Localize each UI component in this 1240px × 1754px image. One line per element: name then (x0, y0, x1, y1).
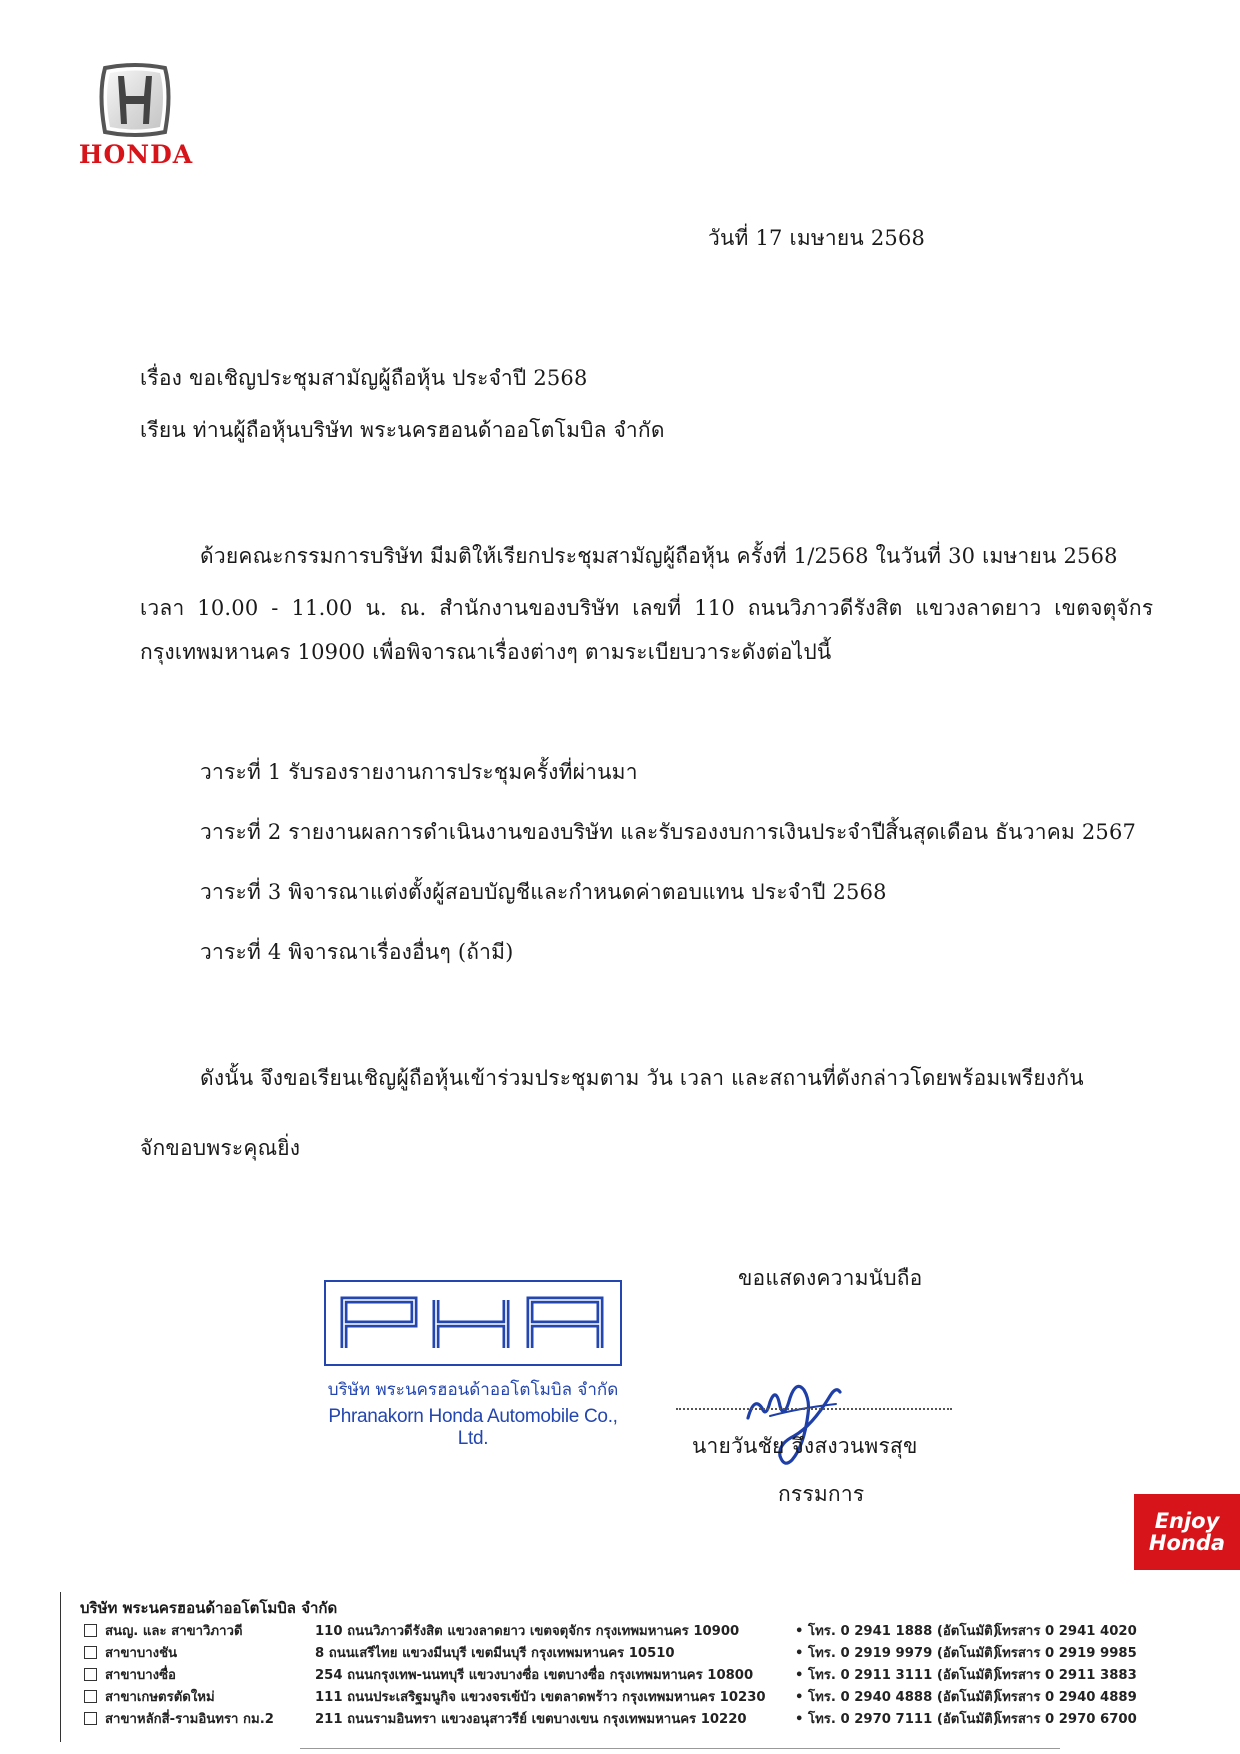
branch-row (84, 1708, 1137, 1729)
branch-phone: • โทร. 0 2940 4888 (อัตโนมัติ) (795, 1690, 999, 1705)
branch-name: สนญ. และ สาขาวิภาวดี (105, 1624, 243, 1639)
closing-thanks: จักขอบพระคุณยิ่ง (140, 1136, 301, 1160)
branch-name: สาขาบางชัน (105, 1646, 178, 1661)
agenda-item: วาระที่ 3 พิจารณาแต่งตั้งผู้สอบบัญชีและกำหนดค่าตอบแทน ประจำปี 2568 (200, 880, 887, 904)
branch-name: สาขาบางซื่อ (105, 1668, 176, 1683)
company-stamp-name-th: บริษัท พระนครฮอนด้าออโตโมบิล จำกัด (327, 1380, 619, 1400)
closing-paragraph: ดังนั้น จึงขอเรียนเชิญผู้ถือหุ้นเข้าร่วมประชุมตาม วัน เวลา และสถานที่ดังกล่าวโดยพร้อมเพรียงกัน (200, 1066, 1084, 1090)
branch-phone: • โทร. 0 2941 1888 (อัตโนมัติ) (795, 1624, 999, 1639)
agenda-item: วาระที่ 4 พิจารณาเรื่องอื่นๆ (ถ้ามี) (200, 940, 514, 964)
honda-wordmark: HONDA (78, 140, 194, 169)
branch-fax: โทรสาร 0 2940 4889 (995, 1690, 1137, 1705)
signer-title: กรรมการ (778, 1482, 865, 1506)
body-line: เวลา 10.00 - 11.00 น. ณ. สำนักงานของบริษัท เลขที่ 110 ถนนวิภาวดีรังสิต แขวงลาดยาว เขตจตุจักร (140, 596, 1154, 620)
checkbox-icon (84, 1624, 97, 1637)
body-line: ด้วยคณะกรรมการบริษัท มีมติให้เรียกประชุมสามัญผู้ถือหุ้น ครั้งที่ 1/2568 ในวันที่ 30 เมษายน 2568 (200, 544, 1118, 568)
branch-phone: • โทร. 0 2919 9979 (อัตโนมัติ) (795, 1646, 999, 1661)
branch-address: 110 ถนนวิภาวดีรังสิต แขวงลาดยาว เขตจตุจักร กรุงเทพมหานคร 10900 (315, 1624, 740, 1639)
body-line: กรุงเทพมหานคร 10900 เพื่อพิจารณาเรื่องต่างๆ ตามระเบียบวาระดังต่อไปนี้ (140, 640, 832, 664)
branch-address: 8 ถนนเสรีไทย แขวงมีนบุรี เขตมีนบุรี กรุงเทพมหานคร 10510 (315, 1646, 675, 1661)
agenda-item: วาระที่ 2 รายงานผลการดำเนินงานของบริษัท และรับรองงบการเงินประจำปีสิ้นสุดเดือน ธันวาคม 2567 (200, 820, 1137, 844)
branch-fax: โทรสาร 0 2941 4020 (995, 1624, 1137, 1639)
branch-fax: โทรสาร 0 2911 3883 (995, 1668, 1137, 1683)
branch-fax: โทรสาร 0 2919 9985 (995, 1646, 1137, 1661)
company-stamp-name-en: Phranakorn Honda Automobile Co., Ltd. (328, 1406, 618, 1449)
checkbox-icon (84, 1646, 97, 1659)
branch-row (84, 1686, 1137, 1707)
branch-row (84, 1620, 1137, 1641)
branch-phone: • โทร. 0 2970 7111 (อัตโนมัติ) (795, 1712, 999, 1727)
branch-name: สาขาหลักสี่-รามอินทรา กม.2 (105, 1712, 274, 1727)
branch-address: 211 ถนนรามอินทรา แขวงอนุสาวรีย์ เขตบางเขน กรุงเทพมหานคร 10220 (315, 1712, 747, 1727)
branch-phone: • โทร. 0 2911 3111 (อัตโนมัติ) (795, 1668, 999, 1683)
signer-name: นายวันชัย จึงสงวนพรสุข (692, 1434, 918, 1458)
branch-name: สาขาเกษตรตัดใหม่ (105, 1690, 215, 1705)
footer-bottom-rule (300, 1748, 1060, 1749)
enjoy-honda-badge (1134, 1494, 1240, 1570)
branch-fax: โทรสาร 0 2970 6700 (995, 1712, 1137, 1727)
agenda-item: วาระที่ 1 รับรองรายงานการประชุมครั้งที่ผ่านมา (200, 760, 638, 784)
letter-date: วันที่ 17 เมษายน 2568 (708, 226, 926, 250)
pha-logo-icon (338, 1294, 608, 1352)
badge-line: Honda (1148, 1531, 1226, 1555)
regards-text: ขอแสดงความนับถือ (738, 1266, 923, 1290)
branch-address: 254 ถนนกรุงเทพ-นนทบุรี แขวงบางซื่อ เขตบางซื่อ กรุงเทพมหานคร 10800 (315, 1668, 754, 1683)
checkbox-icon (84, 1668, 97, 1681)
branch-row (84, 1664, 1137, 1685)
checkbox-icon (84, 1712, 97, 1725)
signature-line (676, 1408, 952, 1410)
letter-subject: เรื่อง ขอเชิญประชุมสามัญผู้ถือหุ้น ประจำปี 2568 (140, 366, 588, 390)
letter-recipient: เรียน ท่านผู้ถือหุ้นบริษัท พระนครฮอนด้าออโตโมบิล จำกัด (140, 418, 665, 442)
branch-address: 111 ถนนประเสริฐมนูกิจ แขวงจรเข้บัว เขตลาดพร้าว กรุงเทพมหานคร 10230 (315, 1690, 766, 1705)
badge-line: Enjoy (1154, 1509, 1220, 1533)
branch-row (84, 1642, 1137, 1663)
checkbox-icon (84, 1690, 97, 1703)
footer-divider (60, 1592, 61, 1742)
footer-company-name: บริษัท พระนครฮอนด้าออโตโมบิล จำกัด (80, 1599, 338, 1617)
